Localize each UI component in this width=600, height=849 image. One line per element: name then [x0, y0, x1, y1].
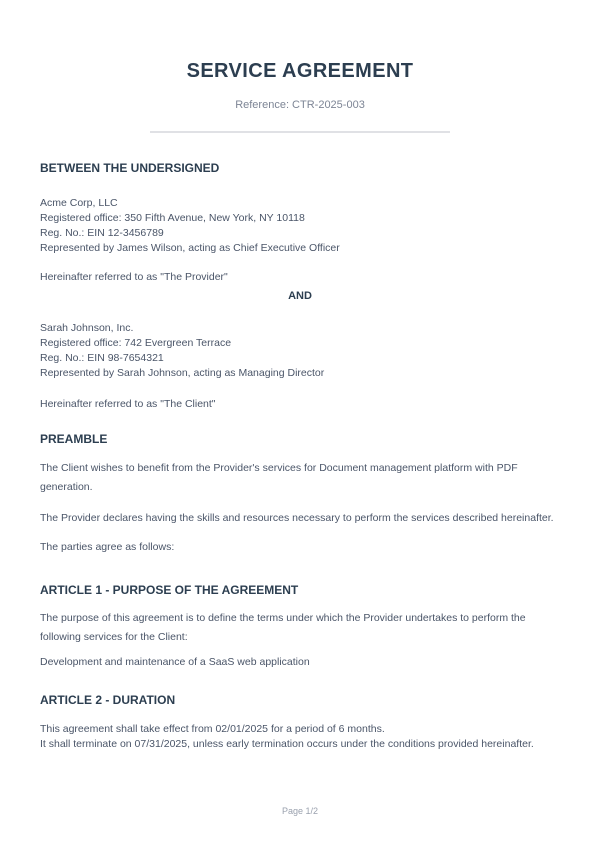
parties-and-separator: AND — [288, 290, 312, 302]
article-2-effect-line: This agreement shall take effect from 02/01/2025 for a period of 6 months. — [40, 723, 385, 735]
provider-name: Acme Corp, LLC — [40, 197, 118, 209]
document-reference: Reference: CTR-2025-003 — [235, 99, 365, 111]
client-details-block — [40, 321, 560, 381]
page-number: Page 1/2 — [281, 806, 319, 816]
section-heading-article-1: ARTICLE 1 - PURPOSE OF THE AGREEMENT — [40, 583, 299, 597]
document-title: SERVICE AGREEMENT — [186, 60, 414, 82]
article-1-intro: The purpose of this agreement is to define the terms under which the Provider undertakes to perform the following services for the Client: — [40, 612, 526, 643]
preamble-paragraph-2: The Provider declares having the skills and resources necessary to perform the services described hereinafter. — [40, 512, 554, 524]
provider-designation: Hereinafter referred to as "The Provider" — [40, 271, 228, 283]
article-2-duration-block — [40, 722, 560, 752]
preamble-paragraph-3: The parties agree as follows: — [40, 541, 175, 553]
provider-registration-number: Reg. No.: EIN 12-3456789 — [40, 227, 164, 239]
client-registration-number: Reg. No.: EIN 98-7654321 — [40, 352, 164, 364]
section-heading-between-undersigned: BETWEEN THE UNDERSIGNED — [40, 161, 220, 175]
client-representative: Represented by Sarah Johnson, acting as Managing Director — [40, 367, 325, 379]
preamble-paragraph-1: The Client wishes to benefit from the Provider's services for Document management platform with PDF generation. — [40, 462, 518, 493]
article-2-termination-line: It shall terminate on 07/31/2025, unless early termination occurs under the conditions provided hereinafter. — [40, 738, 534, 750]
provider-representative: Represented by James Wilson, acting as Chief Executive Officer — [40, 242, 340, 254]
provider-details-block — [40, 196, 560, 256]
client-registered-office: Registered office: 742 Evergreen Terrace — [40, 337, 232, 349]
client-designation: Hereinafter referred to as "The Client" — [40, 398, 216, 410]
article-1-service-description: Development and maintenance of a SaaS web application — [40, 656, 310, 668]
section-heading-preamble: PREAMBLE — [40, 432, 108, 446]
header-divider — [150, 131, 450, 133]
client-name: Sarah Johnson, Inc. — [40, 322, 134, 334]
provider-registered-office: Registered office: 350 Fifth Avenue, New York, NY 10118 — [40, 212, 305, 224]
section-heading-article-2: ARTICLE 2 - DURATION — [40, 693, 176, 707]
